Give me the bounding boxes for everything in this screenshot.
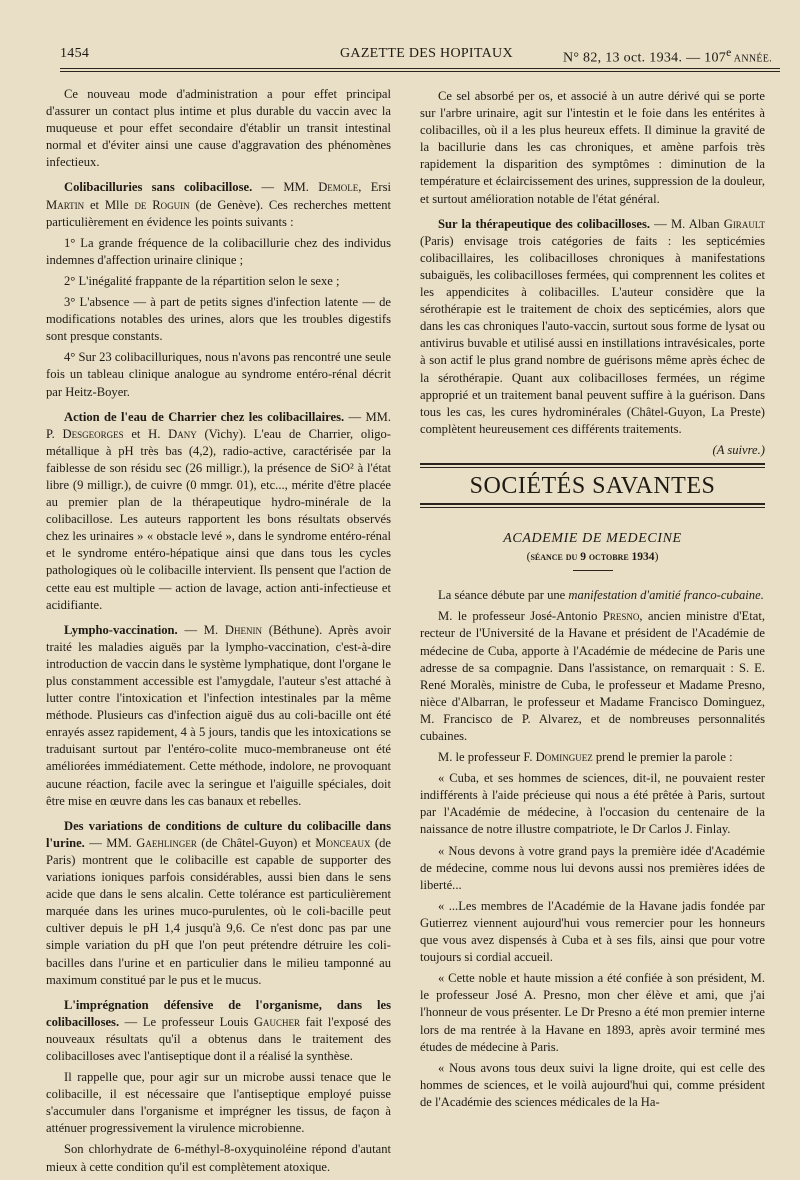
short-divider xyxy=(573,570,613,571)
header-rule xyxy=(60,68,780,69)
session-date: (séance du 9 octobre 1934) xyxy=(526,551,659,564)
quote-paragraph: « Cuba, et ses hommes de sciences, dit-il, ne pouvaient rester indifférents à l'aide précieuse qui nous a été prêtée à Paris, surtout par l'Académie de médecine, à l'occasion du centenaire de la naissance de notre illustre compatriote, le Dr Carlos J. Finlay. xyxy=(420,771,765,837)
quote-paragraph: « ...Les membres de l'Académie de la Havane jadis fondée par Gutierrez viennent aujourd'hui vous remercier pour les honneurs que vous avez dispensés à Cuba et à ses fils, ainsi que pour votre toujours si cordial accueil. xyxy=(420,898,765,965)
article-therapeutique: Sur la thérapeutique des colibacilloses. — M. Alban Girault (Paris) envisage trois catégories de faits : les septicémies colibacillaires, les colibacilloses chroniques à manifestations subaiguës, les colibacilloses fermées, qui comprennent les colites et les appendicites à colibacilles. L'auteur considère que la sérothérapie est le traitement de choix des septicémies, alors que dans les cas chroniques l'auto-vaccin, surtout sous forme de lysat ou antivirus buvable et utilisé aussi en instillations intravésicales, porte à son actif le plus grand nombre de guérisons même après échec de la sérothérapie. Quant aux colibacilloses fermées, un régime approprié et un traitement banal peuvent suffire à la guérison. Dans tous les cas, les cures hydrominérales (Châtel-Guyon, La Preste) complètent heureusement ces différents traitements. xyxy=(420,216,765,436)
header-rule-2 xyxy=(60,71,780,72)
list-item: 2° L'inégalité frappante de la répartition selon le sexe ; xyxy=(64,273,340,288)
paragraph: Ce sel absorbé per os, et associé à un autre dérivé qui se porte sur l'arbre urinaire, agit sur l'intestin et le foie dans les entérites à colibacilles, où il a les plus heureux effets. Il diminue la gravité de la bacillurie dans les cas chroniques, et amène parfois très rapidement la disparition des symptômes : diminution de la température et éclaircissement des urines, suppression de la douleur, et surtout amélioration notable de l'état général. xyxy=(420,89,765,206)
paragraph: Il rappelle que, pour agir sur un microbe aussi tenace que le colibacille, il est nécessaire que l'antiseptique employé puisse s'accumuler dans l'organisme et imprégner les tissus, de façon à atténuer progressivement la virulence microbienne. xyxy=(46,1070,391,1136)
quote-paragraph: « Cette noble et haute mission a été confiée à son président, M. le professeur José A. Presno, mon cher élève et ami, que j'ai l'honneur de vous présenter. Le Dr Presno a été mon premier interne lors de ma rentrée à la Havane en 1893, après avoir terminé mes études de médecine à Paris. xyxy=(420,971,765,1054)
paragraph: M. le professeur F. Dominguez prend le premier la parole : xyxy=(438,750,733,765)
paragraph: M. le professeur José-Antonio Presno, ancien ministre d'Etat, recteur de l'Université de la Havane et président de l'Académie de médecine de Cuba, apporte à l'Académie de médecine de Paris une adresse de sa compagnie. Dans l'assistance, on remarquait : S. E. René Moralès, ministre de Cuba, le professeur et Madame Presno, nièce d'Albarran, le professeur et Madame Francisco Dominguez, M. Francisco de P. Alvarez, et de nombreuses personnalités cubaines. xyxy=(420,609,765,743)
right-column xyxy=(420,88,765,1115)
list-item: 3° L'absence — à part de petits signes d'infection latente — de modifications notables des urines, alors que les troubles digestifs sont presque constants. xyxy=(46,295,391,344)
article-lympho-vaccination: Lympho-vaccination. — M. Dhenin (Béthune). Après avoir traité les maladies aiguës par la lympho-vaccination, c'est-à-dire introduction de vaccin dans le système lymphatique, dont l'organe le plus constamment accessible est l'amygdale, l'auteur s'est attaché à lutter contre l'intoxication et l'infection intestinales par la même méthode. Plusieurs cas d'infection aiguë dus au coli-bacille ont été enrayés assez rapidement, 4 à 5 jours, tandis que les intoxications se traduisant surtout par l'entéro-colite muco-membraneuse ont été améliorées immédiatement. Cette méthode, indolore, ne provoquant aucune réaction, facile avec la seringue et l'aiguille spéciales, doit être mise en œuvre dans les cas banaux et rebelles. xyxy=(46,622,391,808)
article-colibacilluries: Colibacilluries sans colibacillose. — MM. Demole, Ersi Martin et Mlle de Roguin (de Genève). Ces recherches mettent particulièrement en évidence les points suivants : xyxy=(46,180,392,229)
to-be-continued: (A suivre.) xyxy=(712,442,765,457)
section-rule-2 xyxy=(420,503,765,508)
quote-paragraph: « Nous avons tous deux suivi la ligne droite, qui est celle des hommes de sciences, et le voilà aujourd'hui qui, comme président de l'Académie des sciences médicales de la Ha- xyxy=(420,1060,765,1109)
quote-paragraph: « Nous devons à votre grand pays la première idée d'Académie de médecine, comme nous lui devons aussi nos premières idées de liberté... xyxy=(420,843,765,892)
paragraph: Son chlorhydrate de 6-méthyl-8-oxyquinoléine répond d'autant mieux à cette condition qu'il est complètement atoxique. xyxy=(46,1142,391,1174)
section-rule xyxy=(420,463,765,468)
academy-heading: ACADEMIE DE MEDECINE xyxy=(503,531,682,547)
paragraph: La séance débute par une manifestation d'amitié franco-cubaine. xyxy=(438,588,764,603)
article-impregnation: L'imprégnation défensive de l'organisme, dans les colibacilloses. — Le professeur Louis Gaucher fait l'exposé des nouveaux résultats qu'il a obtenus dans le traitement des colibacilloses avec l'antiseptique dont il a réalisé la synthèse. xyxy=(46,997,391,1063)
list-item: 1° La grande fréquence de la colibacillurie chez des individus indemnes d'affection urinaire clinique ; xyxy=(46,235,391,267)
left-column xyxy=(46,86,391,1180)
page-header xyxy=(60,46,780,66)
page-number: 1454 xyxy=(60,46,90,61)
article-charrier: Action de l'eau de Charrier chez les colibacillaires. — MM. P. Desgeorges et H. Dany (Vichy). L'eau de Charrier, oligo-métallique à pH très bas (4,2), radio-active, caractérisée par la faiblesse de son résidu sec (26 milligr.), la présence de SiO² à l'état libre (9 milligr.), de cuivre (0 mmgr. 01), etc..., mérite d'être placée au premier plan de la thérapeutique hydro-minérale de la colibacillose. Les auteurs rapportent les bons résultats observés chez les urinaires » « obstacle levé », dans le syndrome entéro-rénal et le syndrome entéro-hépatique ainsi que dans tous les cycles pathologiques où le colibacille intervient. Ils pensent que l'action de cette eau est multiple — action de lavage, action anti-infectieuse et acidifiante. xyxy=(46,409,391,612)
article-variations: Des variations de conditions de culture du colibacille dans l'urine. — MM. Gaehlinger (de Châtel-Guyon) et Monceaux (de Paris) montrent que le colibacille est capable de supporter des variations ioniques parfois considérables, aussi bien dans le sens acide que dans le sens alcalin. Cette tolérance est particulièrement marquée dans les urines muco-purulentes, où le coli-bacille peut cultiver depuis le pH 1,4 jusqu'à 9,6. Ce n'est donc pas par une simple variation du pH que l'on peut prétendre détruire les coli-bacilles dans l'urine et en particulier dans le milieu tamponné au maximum constitué par le pus et le mucus. xyxy=(46,818,391,987)
paragraph: Ce nouveau mode d'administration a pour effet principal d'assurer un contact plus intime et plus durable du vaccin avec la muqueuse et pour effet secondaire d'établir un transit intestinal normal et d'éviter ainsi une cause d'aggravation des phénomènes infectieux. xyxy=(46,87,391,170)
issue-info: N° 82, 13 oct. 1934. — 107e ANNÉE. xyxy=(562,46,772,66)
journal-title: GAZETTE DES HOPITAUX xyxy=(340,46,513,61)
list-item: 4° Sur 23 colibacilluriques, nous n'avons pas rencontré une seule fois un tableau clinique analogue au syndrome entéro-rénal décrit par Heitz-Boyer. xyxy=(46,350,391,399)
section-title: SOCIÉTÉS SAVANTES xyxy=(469,472,716,499)
